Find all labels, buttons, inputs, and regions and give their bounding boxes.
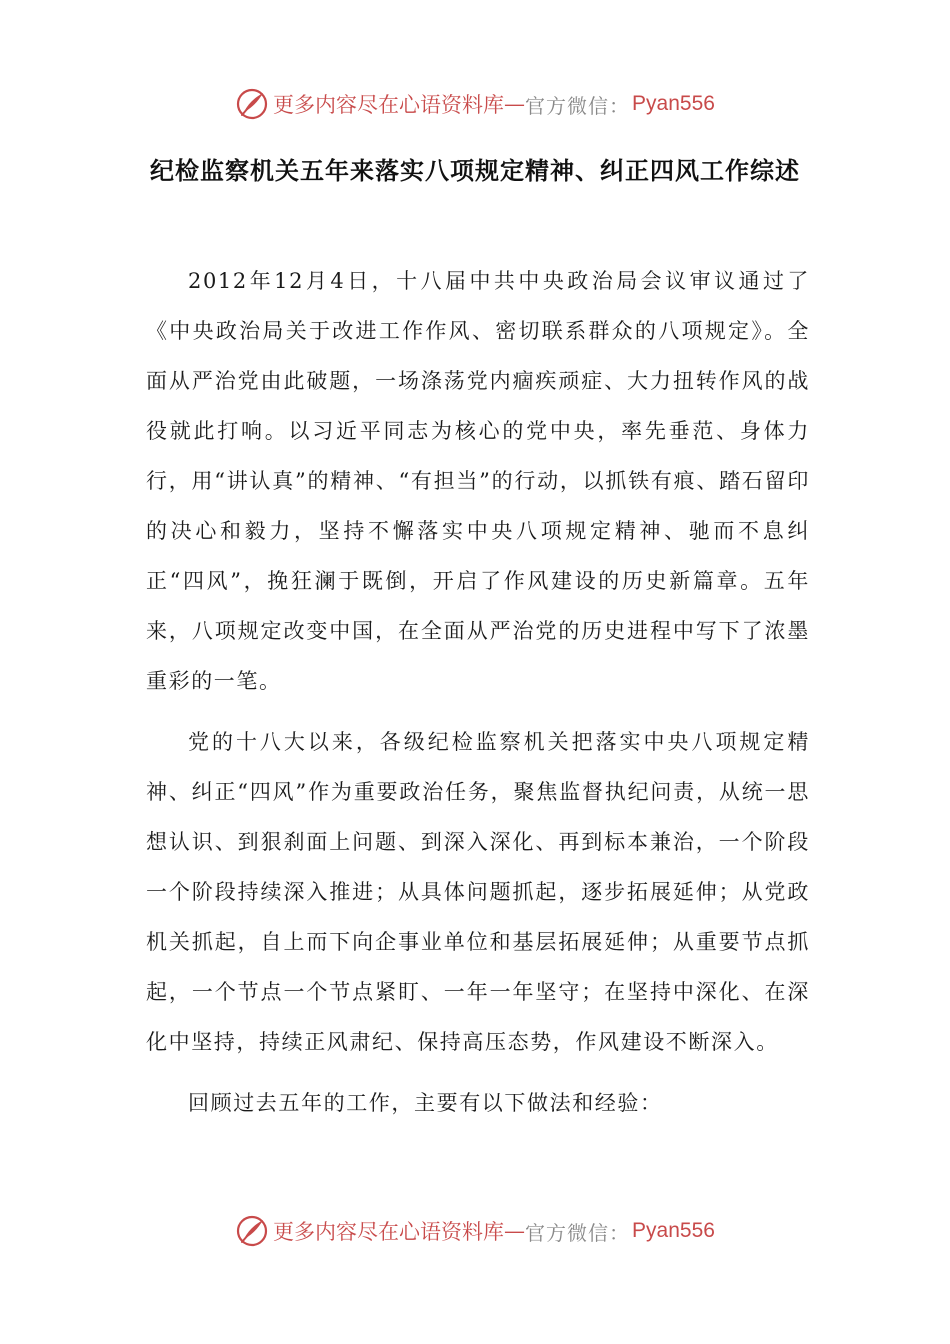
watermark-official-label: 官方微信：: [525, 93, 631, 118]
watermark-account-id: Pyan556: [632, 1219, 715, 1242]
watermark-account-id: Pyan556: [632, 92, 715, 115]
watermark-site-text: 更多内容尽在心语资料库: [273, 93, 505, 117]
header-watermark: [0, 84, 950, 124]
watermark-separator: —: [504, 92, 526, 116]
document-title: 纪检监察机关五年来落实八项规定精神、纠正四风工作综述: [150, 157, 800, 185]
paragraph-2: 党的十八大以来，各级纪检监察机关把落实中央八项规定精神、纠正“四风”作为重要政治任务，聚焦监督执纪问责，从统一思想认识、到狠刹面上问题、到深入深化、再到标本兼治，一个阶段一个阶段持续深入推进；从具体问题抓起，逐步拓展延伸；从党政机关抓起，自上而下向企事业单位和基层拓展延伸；从重要节点抓起，一个节点一个节点紧盯、一年一年坚守；在坚持中深化、在深化中坚持，持续正风肃纪、保持高压态势，作风建设不断深入。: [146, 730, 810, 1054]
footer-watermark: [0, 1211, 950, 1251]
watermark-separator: —: [504, 1219, 526, 1243]
watermark-official-label: 官方微信：: [525, 1220, 631, 1245]
paragraph-3: 回顾过去五年的工作，主要有以下做法和经验：: [188, 1091, 663, 1115]
paragraph-1: 2012年12月4日，十八届中共中央政治局会议审议通过了《中央政治局关于改进工作作风、密切联系群众的八项规定》。全面从严治党由此破题，一场涤荡党内痼疾顽症、大力扭转作风的战役就此打响。以习近平同志为核心的党中央，率先垂范、身体力行，用“讲认真”的精神、“有担当”的行动，以抓铁有痕、踏石留印的决心和毅力，坚持不懈落实中央八项规定精神、驰而不息纠正“四风”，挽狂澜于既倒，开启了作风建设的历史新篇章。五年来，八项规定改变中国，在全面从严治党的历史进程中写下了浓墨重彩的一笔。: [146, 269, 810, 693]
quill-seal-icon: [235, 1214, 269, 1248]
watermark-site-text: 更多内容尽在心语资料库: [273, 1220, 505, 1244]
quill-seal-icon: [235, 87, 269, 121]
